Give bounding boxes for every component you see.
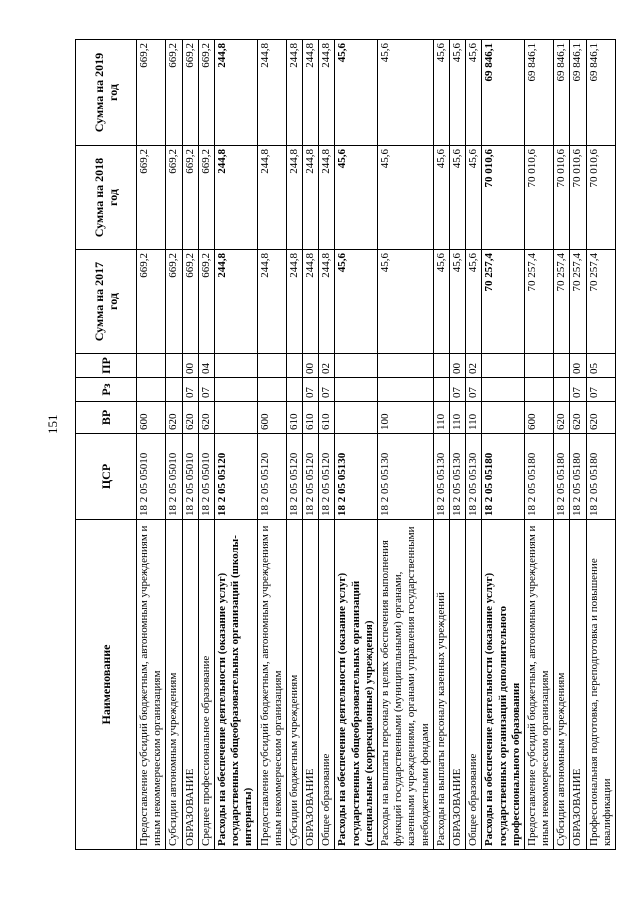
cell-csr: 18 2 05 05120 [214,434,257,520]
cell-rz [137,378,166,402]
page-number: 151 [45,414,60,434]
cell-sum-2017: 669,2 [182,250,198,354]
cell-sum-2018: 669,2 [166,146,182,250]
cell-sum-2017: 244,8 [214,250,257,354]
cell-csr: 18 2 05 05120 [286,434,302,520]
cell-csr: 18 2 05 05180 [570,434,586,520]
cell-sum-2017: 70 257,4 [524,250,553,354]
cell-sum-2018: 70 010,6 [570,146,586,250]
cell-rz: 07 [449,378,465,402]
cell-sum-2017: 70 257,4 [586,250,615,354]
cell-csr: 18 2 05 05010 [166,434,182,520]
cell-vr: 110 [466,402,482,434]
cell-vr: 100 [378,402,434,434]
cell-vr: 620 [554,402,570,434]
cell-csr: 18 2 05 05120 [257,434,286,520]
cell-vr [214,402,257,434]
cell-sum-2018: 244,8 [319,146,335,250]
cell-sum-2019: 669,2 [198,40,214,146]
cell-sum-2018: 244,8 [303,146,319,250]
cell-rz: 07 [319,378,335,402]
cell-pr [137,354,166,378]
cell-sum-2019: 244,8 [303,40,319,146]
cell-rz: 07 [466,378,482,402]
cell-csr: 18 2 05 05120 [303,434,319,520]
cell-csr: 18 2 05 05130 [466,434,482,520]
cell-sum-2018: 45,6 [433,146,449,250]
cell-pr: 05 [586,354,615,378]
cell-pr [378,354,434,378]
rotated-table-wrapper [75,40,613,850]
table-row [286,40,302,850]
table-row [449,40,465,850]
table-row [570,40,586,850]
budget-table [75,39,616,850]
cell-csr: 18 2 05 05010 [137,434,166,520]
cell-name: Расходы на обеспечение деятельности (оказание услуг) государственных общеобразовательных организаций (школы-интернаты) [214,520,257,850]
cell-rz [286,378,302,402]
cell-sum-2018: 45,6 [335,146,378,250]
cell-sum-2019: 45,6 [466,40,482,146]
cell-vr: 610 [303,402,319,434]
cell-sum-2019: 69 846,1 [554,40,570,146]
cell-name: ОБРАЗОВАНИЕ [570,520,586,850]
table-row [257,40,286,850]
cell-pr [554,354,570,378]
cell-vr [335,402,378,434]
cell-name: Общее образование [319,520,335,850]
cell-csr: 18 2 05 05130 [335,434,378,520]
header-csr: ЦСР [76,434,137,520]
cell-sum-2019: 244,8 [214,40,257,146]
header-sum-2017: Сумма на 2017 год [76,250,137,354]
cell-csr: 18 2 05 05130 [378,434,434,520]
cell-rz [257,378,286,402]
cell-name: Предоставление субсидий бюджетным, автономным учреждениям и иным некоммерческим организациям [257,520,286,850]
cell-name: Среднее профессиональное образование [198,520,214,850]
cell-sum-2019: 69 846,1 [570,40,586,146]
cell-name: Расходы на обеспечение деятельности (оказание услуг) государственных организаций дополнительного профессионального образования [482,520,525,850]
cell-pr [482,354,525,378]
table-row [319,40,335,850]
cell-name: Расходы на обеспечение деятельности (оказание услуг) государственных общеобразовательных организаций (специальные (коррекционные) учреждения) [335,520,378,850]
cell-pr [166,354,182,378]
cell-rz: 07 [182,378,198,402]
cell-sum-2019: 45,6 [378,40,434,146]
cell-sum-2019: 45,6 [449,40,465,146]
header-name: Наименование [76,520,137,850]
cell-name: Общее образование [466,520,482,850]
cell-sum-2019: 669,2 [137,40,166,146]
cell-pr: 00 [449,354,465,378]
cell-pr [524,354,553,378]
cell-rz [166,378,182,402]
cell-pr: 02 [466,354,482,378]
table-body [137,40,616,850]
cell-rz [482,378,525,402]
cell-rz [554,378,570,402]
header-vr: ВР [76,402,137,434]
table-row [466,40,482,850]
cell-sum-2019: 244,8 [319,40,335,146]
table-row [554,40,570,850]
cell-sum-2017: 70 257,4 [482,250,525,354]
cell-vr: 610 [286,402,302,434]
cell-sum-2019: 669,2 [166,40,182,146]
cell-sum-2018: 669,2 [137,146,166,250]
cell-sum-2018: 70 010,6 [482,146,525,250]
cell-sum-2019: 244,8 [286,40,302,146]
table-row [482,40,525,850]
cell-sum-2017: 70 257,4 [554,250,570,354]
cell-vr: 110 [433,402,449,434]
cell-vr: 620 [586,402,615,434]
cell-sum-2019: 45,6 [335,40,378,146]
cell-sum-2019: 69 846,1 [586,40,615,146]
cell-vr: 620 [166,402,182,434]
cell-name: Субсидии автономным учреждениям [166,520,182,850]
header-sum-2019: Сумма на 2019 год [76,40,137,146]
table-row [433,40,449,850]
cell-csr: 18 2 05 05130 [433,434,449,520]
cell-vr: 620 [198,402,214,434]
cell-sum-2018: 45,6 [466,146,482,250]
cell-vr: 620 [570,402,586,434]
table-row [214,40,257,850]
cell-sum-2018: 70 010,6 [586,146,615,250]
cell-sum-2017: 244,8 [257,250,286,354]
cell-rz: 07 [303,378,319,402]
table-row [303,40,319,850]
cell-vr: 600 [257,402,286,434]
cell-pr [257,354,286,378]
table-row [182,40,198,850]
cell-name: Расходы на выплаты персоналу в целях обеспечения выполнения функций государственными (муниципальными) органами, казенными учреждениями, органами управления государственными внебюджетными фондами [378,520,434,850]
cell-name: Расходы на выплаты персоналу казенных учреждений [433,520,449,850]
cell-sum-2017: 70 257,4 [570,250,586,354]
cell-sum-2019: 69 846,1 [524,40,553,146]
cell-pr: 00 [570,354,586,378]
cell-name: ОБРАЗОВАНИЕ [303,520,319,850]
cell-pr: 02 [319,354,335,378]
cell-rz: 07 [198,378,214,402]
table-row [137,40,166,850]
cell-csr: 18 2 05 05180 [586,434,615,520]
cell-pr: 00 [303,354,319,378]
cell-rz [214,378,257,402]
cell-sum-2018: 669,2 [198,146,214,250]
cell-csr: 18 2 05 05180 [482,434,525,520]
cell-csr: 18 2 05 05130 [449,434,465,520]
cell-rz [524,378,553,402]
cell-sum-2017: 45,6 [433,250,449,354]
cell-pr [214,354,257,378]
cell-csr: 18 2 05 05010 [198,434,214,520]
cell-name: ОБРАЗОВАНИЕ [182,520,198,850]
cell-sum-2017: 45,6 [378,250,434,354]
cell-sum-2017: 669,2 [166,250,182,354]
cell-vr: 600 [137,402,166,434]
cell-rz: 07 [586,378,615,402]
cell-pr [433,354,449,378]
cell-name: ОБРАЗОВАНИЕ [449,520,465,850]
cell-sum-2017: 669,2 [198,250,214,354]
cell-vr [482,402,525,434]
cell-sum-2017: 244,8 [286,250,302,354]
header-sum-2018: Сумма на 2018 год [76,146,137,250]
table-row [586,40,615,850]
cell-vr: 610 [319,402,335,434]
cell-sum-2018: 244,8 [257,146,286,250]
cell-name: Профессиональная подготовка, переподготовка и повышение квалификации [586,520,615,850]
cell-sum-2018: 244,8 [286,146,302,250]
cell-vr: 110 [449,402,465,434]
cell-sum-2018: 70 010,6 [554,146,570,250]
cell-csr: 18 2 05 05010 [182,434,198,520]
cell-csr: 18 2 05 05180 [524,434,553,520]
table-row [378,40,434,850]
cell-sum-2017: 244,8 [319,250,335,354]
cell-csr: 18 2 05 05180 [554,434,570,520]
cell-sum-2017: 45,6 [466,250,482,354]
header-pr: ПР [76,354,137,378]
cell-sum-2017: 45,6 [335,250,378,354]
cell-sum-2017: 45,6 [449,250,465,354]
cell-pr [286,354,302,378]
cell-csr: 18 2 05 05120 [319,434,335,520]
cell-sum-2018: 45,6 [378,146,434,250]
cell-vr: 620 [182,402,198,434]
cell-sum-2018: 45,6 [449,146,465,250]
header-rz: Рз [76,378,137,402]
cell-sum-2017: 244,8 [303,250,319,354]
cell-rz: 07 [570,378,586,402]
cell-name: Предоставление субсидий бюджетным, автономным учреждениям и иным некоммерческим организациям [137,520,166,850]
table-row [198,40,214,850]
header-row [76,40,137,850]
cell-rz [433,378,449,402]
cell-name: Предоставление субсидий бюджетным, автономным учреждениям и иным некоммерческим организациям [524,520,553,850]
cell-sum-2018: 669,2 [182,146,198,250]
cell-sum-2017: 669,2 [137,250,166,354]
table-row [166,40,182,850]
cell-pr: 04 [198,354,214,378]
table-row [524,40,553,850]
cell-vr: 600 [524,402,553,434]
cell-sum-2019: 669,2 [182,40,198,146]
cell-sum-2019: 244,8 [257,40,286,146]
cell-pr [335,354,378,378]
cell-pr: 00 [182,354,198,378]
cell-sum-2018: 244,8 [214,146,257,250]
cell-name: Субсидии автономным учреждениям [554,520,570,850]
cell-rz [335,378,378,402]
cell-sum-2019: 45,6 [433,40,449,146]
page-number-area [0,0,60,905]
cell-sum-2019: 69 846,1 [482,40,525,146]
cell-name: Субсидии бюджетным учреждениям [286,520,302,850]
cell-rz [378,378,434,402]
table-row [335,40,378,850]
cell-sum-2018: 70 010,6 [524,146,553,250]
